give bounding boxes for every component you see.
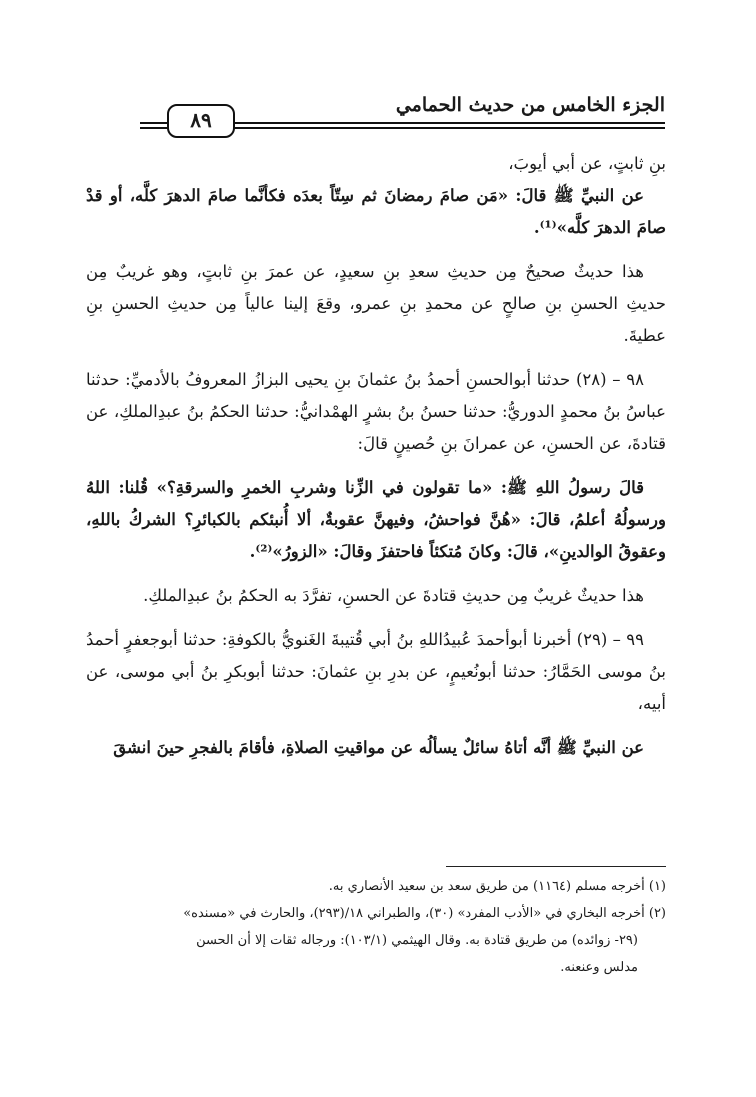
hadith-text-98: قالَ رسولُ اللهِ ﷺ: «ما تقولون في الزِّنا وشربِ الخمرِ والسرقةِ؟» قُلنا: اللهُ ورسولُهُ أعلمُ، قالَ: «هُنَّ فواحشُ، وفيهنَّ عقوبةٌ، ألا أُنبئكم بالكبائرِ؟ الشركُ باللهِ، وعقوقُ الوالدينِ»، قالَ: وكانَ مُتكئاً فاحتفزَ وقالَ: «الزورُ»⁽²⁾. bbox=[86, 478, 666, 561]
paragraph-commentary-1: هذا حديثٌ صحيحٌ مِن حديثِ سعدِ بنِ سعيدٍ، عن عمرَ بنِ ثابتٍ، وهو غريبٌ مِن حديثِ الحسنِ بنِ صالحٍ عن محمدِ بنِ عمرو، وقعَ إلينا عالياً مِن حديثِ الحسنِ بنِ عطيةَ. bbox=[86, 262, 666, 345]
header-title: الجزء الخامس من حديث الحمامي bbox=[395, 94, 665, 116]
footnote-2: (٢) أخرجه البخاري في «الأدب المفرد» (٣٠)، والطبراني ١٨/(٢٩٣)، والحارث في «مسنده» bbox=[183, 906, 666, 921]
footnote-2-end: مدلس وعنعنه. bbox=[560, 960, 638, 975]
page-number: ٨٩ bbox=[167, 104, 235, 138]
footnote-2-continued: (٢٩- زوائده) من طريق قتادة به. وقال الهيثمي (١٠٣/١): ورجاله ثقات إلا أن الحسن bbox=[196, 933, 638, 948]
paragraph-1: بنِ ثابتٍ، عن أبي أيوبَ، bbox=[508, 154, 666, 173]
isnad-98: ٩٨ – (٢٨) حدثنا أبوالحسنِ أحمدُ بنُ عثمانَ بنِ يحيى البزازُ المعروفُ بالأدميِّ: حدثنا عباسُ بنُ محمدٍ الدوريُّ: حدثنا حسنُ بنُ بشرٍ الهمْدانيُّ: حدثنا الحكمُ بنُ عبدِالملكِ، عن قتادةَ، عن الحسنِ، عن عمرانَ بنِ حُصينٍ قالَ: bbox=[86, 370, 666, 453]
hadith-text-1: عن النبيِّ ﷺ قالَ: «مَن صامَ رمضانَ ثم سِتّاً بعدَه فكأنَّما صامَ الدهرَ كلَّه، أو قدْ صامَ الدهرَ كلَّه»⁽¹⁾. bbox=[86, 186, 666, 237]
main-text bbox=[86, 148, 666, 764]
footnotes bbox=[86, 866, 666, 981]
running-header bbox=[140, 94, 665, 136]
footnote-1: (١) أخرجه مسلم (١١٦٤) من طريق سعد بن سعيد الأنصاري به. bbox=[328, 879, 666, 894]
hadith-text-99: عن النبيِّ ﷺ أنَّه أتاهُ سائلٌ يسألُه عن مواقيتِ الصلاةِ، فأقامَ بالفجرِ حينَ انشقَ bbox=[113, 738, 644, 757]
isnad-99: ٩٩ – (٢٩) أخبرنا أبوأحمدَ عُبيدُاللهِ بنُ أبي قُتيبةَ الغَنويُّ بالكوفةِ: حدثنا أبوجعفرٍ أحمدُ بنُ موسى الحَمَّارُ: حدثنا أبونُعيمٍ، عن بدرِ بنِ عثمانَ: حدثنا أبوبكرِ بنُ أبي موسى، عن أبيه، bbox=[86, 630, 666, 713]
footnote-separator bbox=[446, 866, 666, 867]
paragraph-commentary-2: هذا حديثٌ غريبٌ مِن حديثِ قتادةَ عن الحسنِ، تفرَّدَ به الحكمُ بنُ عبدِالملكِ. bbox=[143, 586, 644, 605]
